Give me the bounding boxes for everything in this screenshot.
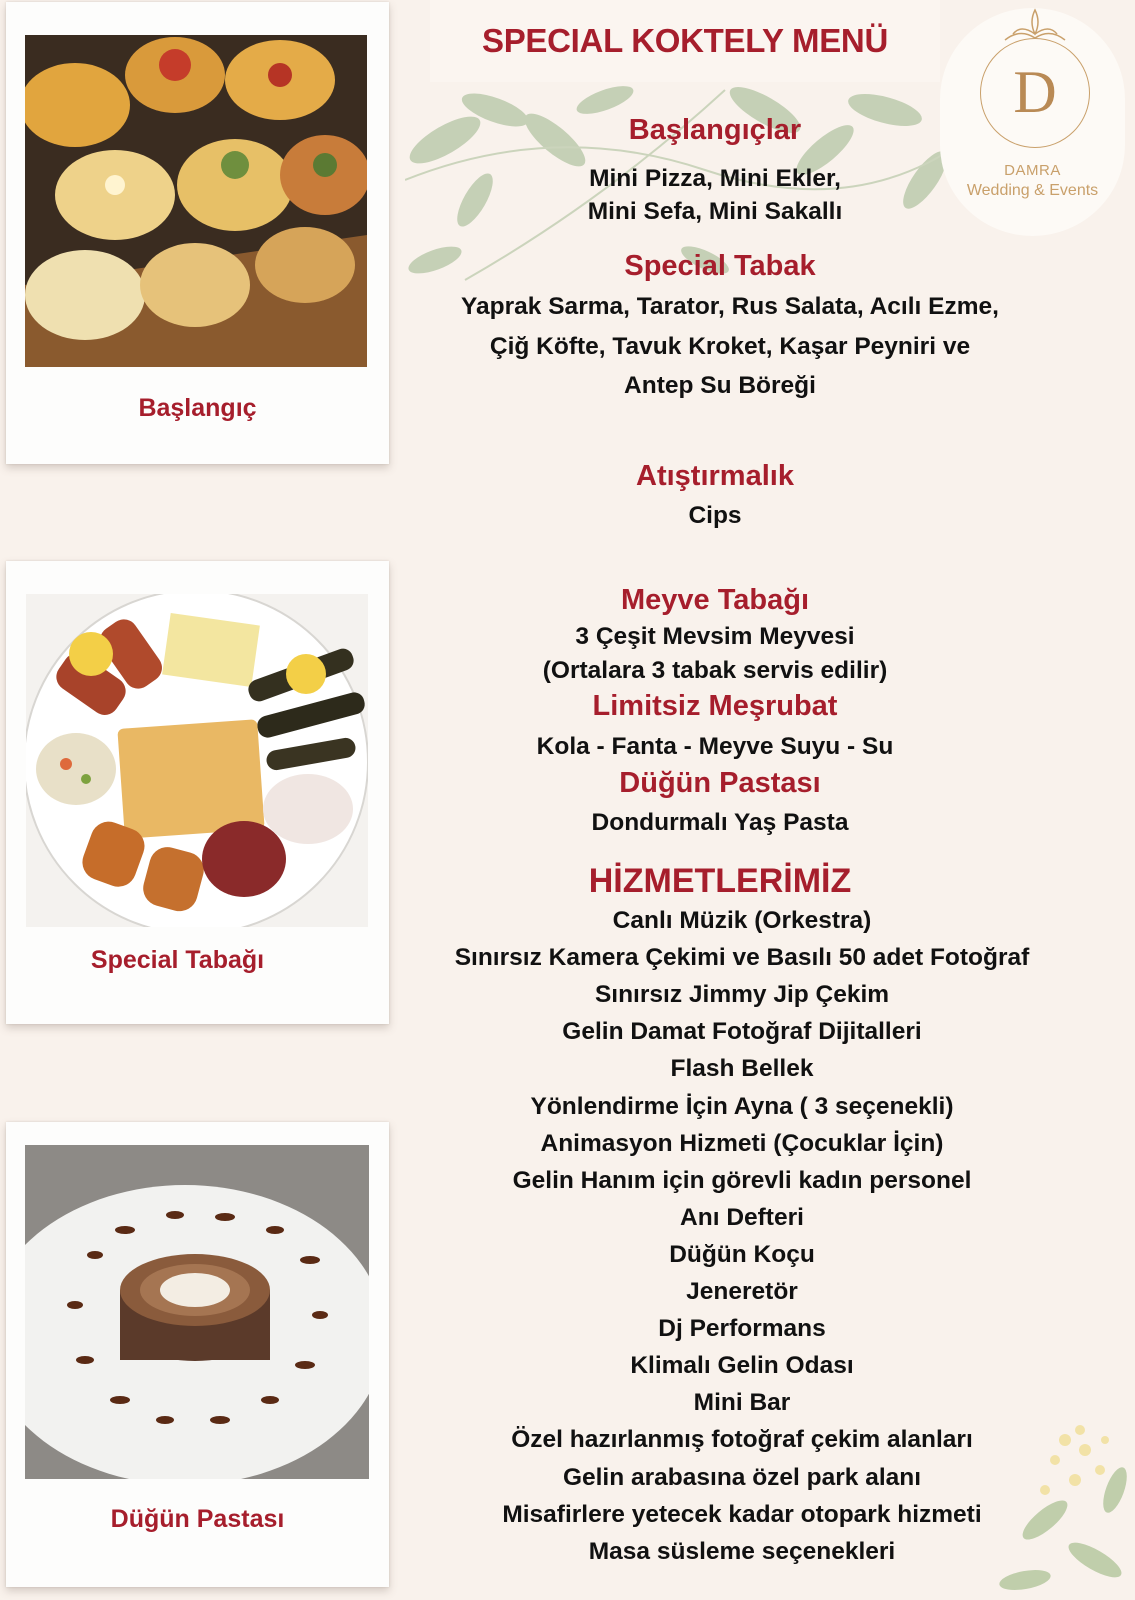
service-item: Anı Defteri bbox=[680, 1203, 804, 1231]
section-title-atistirmalik: Atıştırmalık bbox=[636, 460, 794, 492]
service-item: Animasyon Hizmeti (Çocuklar İçin) bbox=[540, 1129, 944, 1157]
section-title-pasta: Düğün Pastası bbox=[619, 767, 821, 799]
service-item: Gelin Hanım için görevli kadın personel bbox=[512, 1166, 972, 1194]
menu-line: Kola - Fanta - Meyve Suyu - Su bbox=[536, 733, 894, 760]
menu-line: Mini Sefa, Mini Sakallı bbox=[587, 198, 843, 225]
photo-card-dugun-pastasi bbox=[6, 1122, 389, 1587]
service-item: Sınırsız Kamera Çekimi ve Basılı 50 adet Fotoğraf bbox=[454, 944, 1030, 972]
service-item: Dj Performans bbox=[658, 1315, 826, 1343]
service-item: Jeneretör bbox=[686, 1278, 798, 1305]
section-title-baslangiclar: Başlangıçlar bbox=[628, 114, 802, 146]
menu-line: Dondurmalı Yaş Pasta bbox=[591, 809, 849, 836]
menu-line: Mini Pizza, Mini Ekler, bbox=[589, 165, 841, 192]
menu-line: 3 Çeşit Mevsim Meyvesi bbox=[575, 623, 855, 650]
cake-roll-photo bbox=[25, 1145, 369, 1479]
photo-card-baslangic bbox=[6, 2, 389, 464]
menu-line: Çiğ Köfte, Tavuk Kroket, Kaşar Peyniri ve bbox=[489, 333, 971, 360]
service-item: Gelin Damat Fotoğraf Dijitalleri bbox=[562, 1018, 922, 1046]
menu-line: Antep Su Böreği bbox=[624, 372, 816, 399]
service-item: Sınırsız Jimmy Jip Çekim bbox=[594, 981, 890, 1009]
page-title: SPECIAL KOKTELY MENÜ bbox=[482, 22, 888, 59]
photo-card-special-tabagi bbox=[6, 561, 389, 1024]
service-item: Flash Bellek bbox=[670, 1055, 814, 1083]
service-item: Gelin arabasına özel park alanı bbox=[562, 1463, 922, 1491]
logo-letter: D bbox=[1013, 59, 1057, 125]
logo-name: DAMRA bbox=[1004, 162, 1061, 179]
photo-caption: Düğün Pastası bbox=[110, 1505, 285, 1533]
menu-line: (Ortalara 3 tabak servis edilir) bbox=[542, 657, 888, 684]
service-item: Mini Bar bbox=[693, 1389, 791, 1417]
service-item: Özel hazırlanmış fotoğraf çekim alanları bbox=[511, 1426, 973, 1454]
logo-subtitle: Wedding & Events bbox=[966, 182, 1099, 199]
service-item: Yönlendirme İçin Ayna ( 3 seçenekli) bbox=[530, 1092, 954, 1120]
menu-line: Yaprak Sarma, Tarator, Rus Salata, Acılı Ezme, bbox=[461, 293, 999, 320]
service-item: Misafirlere yetecek kadar otopark hizmeti bbox=[502, 1500, 982, 1528]
mixed-plate-photo bbox=[26, 594, 368, 927]
photo-caption: Başlangıç bbox=[138, 394, 257, 422]
service-item: Klimalı Gelin Odası bbox=[630, 1352, 854, 1380]
appetizer-tray-photo bbox=[25, 35, 367, 367]
photo-caption: Special Tabağı bbox=[90, 946, 265, 974]
section-title-special-tabak: Special Tabak bbox=[624, 250, 816, 282]
services-title: HİZMETLERİMİZ bbox=[588, 862, 852, 900]
service-item: Canlı Müzik (Orkestra) bbox=[612, 907, 872, 934]
section-title-mesrubat: Limitsiz Meşrubat bbox=[592, 690, 838, 722]
menu-line: Cips bbox=[688, 502, 742, 529]
service-item: Masa süsleme seçenekleri bbox=[588, 1537, 896, 1565]
service-item: Düğün Koçu bbox=[669, 1240, 815, 1268]
section-title-meyve: Meyve Tabağı bbox=[620, 584, 810, 616]
